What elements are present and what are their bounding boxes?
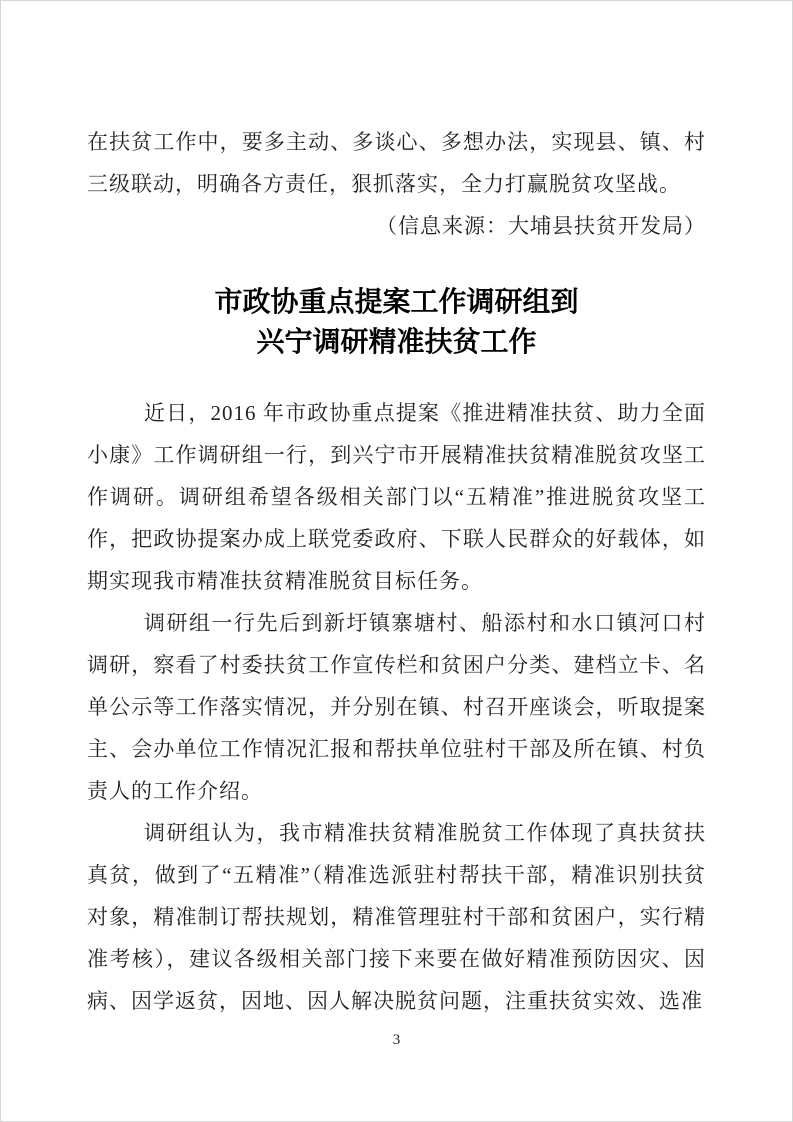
article-paragraph-3: 调研组认为，我市精准扶贫精准脱贫工作体现了真扶贫扶真贫，做到了“五精准”（精准选派驻村帮扶干部，精准识别扶贫对象，精准制订帮扶规划，精准管理驻村干部和贫困户，实行精准考核），建议各级相关部门接下来要在做好精准预防因灾、因病、因学返贫，因地、因人解决脱贫问题，注重扶贫实效、选准 bbox=[87, 821, 706, 1013]
article-paragraph-2: 调研组一行先后到新圩镇寨塘村、船添村和水口镇河口村调研，察看了村委扶贫工作宣传栏和贫困户分类、建档立卡、名单公示等工作落实情况，并分别在镇、村召开座谈会，听取提案主、会办单位工作情况汇报和帮扶单位驻村干部及所在镇、村负责人的工作介绍。 bbox=[87, 611, 706, 803]
article-paragraph-1: 近日，2016 年市政协重点提案《推进精准扶贫、助力全面小康》工作调研组一行，到兴宁市开展精准扶贫精准脱贫攻坚工作调研。调研组希望各级相关部门以“五精准”推进脱贫攻坚工作，把政协提案办成上联党委政府、下联人民群众的好载体，如期实现我市精准扶贫精准脱贫目标任务。 bbox=[87, 401, 706, 593]
page-content bbox=[87, 1, 706, 1022]
article-title bbox=[87, 283, 706, 363]
prev-article-closing-paragraph: 在扶贫工作中，要多主动、多谈心、多想办法，实现县、镇、村三级联动，明确各方责任，狠抓落实，全力打赢脱贫攻坚战。 bbox=[87, 130, 706, 196]
page-number: 3 bbox=[392, 1032, 401, 1048]
article-title-line-1: 市政协重点提案工作调研组到 bbox=[214, 287, 579, 318]
article-title-line-2: 兴宁调研精准扶贫工作 bbox=[256, 327, 537, 358]
source-attribution: （信息来源：大埔县扶贫开发局） bbox=[376, 214, 706, 238]
